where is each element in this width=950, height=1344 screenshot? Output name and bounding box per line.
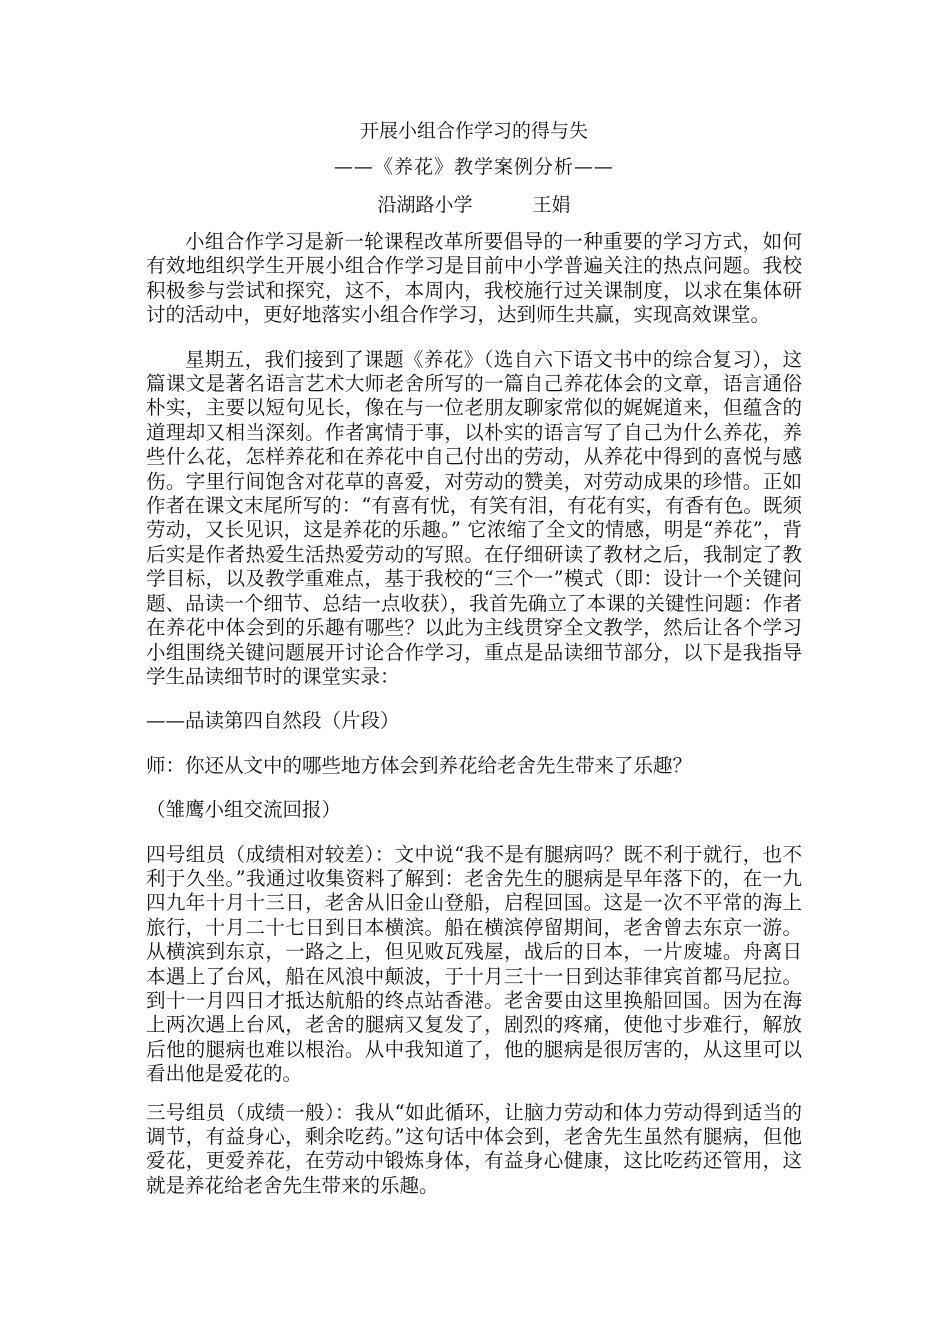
- student-four-answer: 四号组员（成绩相对较差）：文中说“我不是有腿病吗？既不利于就行，也不利于久坐。”我通过收集资料了解到：老舍先生的腿病是早年落下的，在一九四九年十月十三日，老舍从旧金山登船，启程回国。这是一次不平常的海上旅行，十月二十七日到日本横滨。船在横滨停留期间，老舍曾去东京一游。从横滨到东京，一路之上，但见败瓦残屋，战后的日本，一片废墟。舟离日本遇上了台风，船在风浪中颠波，于十月三十一日到达菲律宾首都马尼拉。到十一月四日才抵达航船的终点站香港。老舍要由这里换船回国。因为在海上两次遇上台风，老舍的腿病又复发了，剧烈的疼痛，使他寸步难行，解放后他的腿病也难以根治。从中我知道了，他的腿病是很厉害的，从这里可以看出他是爱花的。: [146, 842, 802, 1086]
- lesson-paragraph: 星期五，我们接到了课题《养花》（选自六下语文书中的综合复习），这篇课文是著名语言艺术大师老舍所写的一篇自己养花体会的文章，语言通俗朴实，主要以短句见长，像在与一位老朋友聊家常似的娓娓道来，但蕴含的道理却又相当深刻。作者寓情于事，以朴实的语言写了自己为什么养花，养些什么花，怎样养花和在养花中自己付出的劳动，从养花中得到的喜悦与感伤。字里行间饱含对花草的喜爱，对劳动的赞美，对劳动成果的珍惜。正如作者在课文末尾所写的：“有喜有忧，有笑有泪，有花有实，有香有色。既须劳动，又长见识，这是养花的乐趣。” 它浓缩了全文的情感，明是“养花”，背后实是作者热爱生活热爱劳动的写照。在仔细研读了教材之后，我制定了教学目标，以及教学重难点，基于我校的“三个一”模式（即：设计一个关键问题、品读一个细节、总结一点收获），我首先确立了本课的关键性问题：作者在养花中体会到的乐趣有哪些？以此为主线贯穿全文教学，然后让各个学习小组围绕关键问题展开讨论合作学习，重点是品读细节部分，以下是我指导学生品读细节时的课堂实录：: [146, 347, 802, 688]
- student-three-answer: 三号组员（成绩一般）：我从“如此循环，让脑力劳动和体力劳动得到适当的调节，有益身心，剩余吃药。”这句话中体会到，老舍先生虽然有腿病，但他爱花，更爱养花，在劳动中锻炼身体，有益身心健康，这比吃药还管用，这就是养花给老舍先生带来的乐趣。: [146, 1100, 802, 1197]
- section-heading: ——品读第四自然段（片段）: [146, 709, 400, 733]
- intro-paragraph: 小组合作学习是新一轮课程改革所要倡导的一种重要的学习方式，如何有效地组织学生开展小组合作学习是目前中小学普遍关注的热点问题。我校积极参与尝试和探究，这不，本周内，我校施行过关课制度，以求在集体研讨的活动中，更好地落实小组合作学习，达到师生共赢，实现高效课堂。: [146, 230, 802, 327]
- author-name: 王娟: [532, 194, 571, 216]
- byline: [146, 192, 802, 218]
- document-body: [146, 118, 802, 1198]
- document-subtitle: ——《养花》教学案例分析——: [333, 156, 614, 178]
- school-name: 沿湖路小学: [377, 194, 473, 216]
- group-note: （雏鹰小组交流回报）: [146, 798, 342, 822]
- teacher-question: 师：你还从文中的哪些地方体会到养花给老舍先生带来了乐趣？: [146, 753, 693, 777]
- document-title: 开展小组合作学习的得与失: [359, 120, 588, 142]
